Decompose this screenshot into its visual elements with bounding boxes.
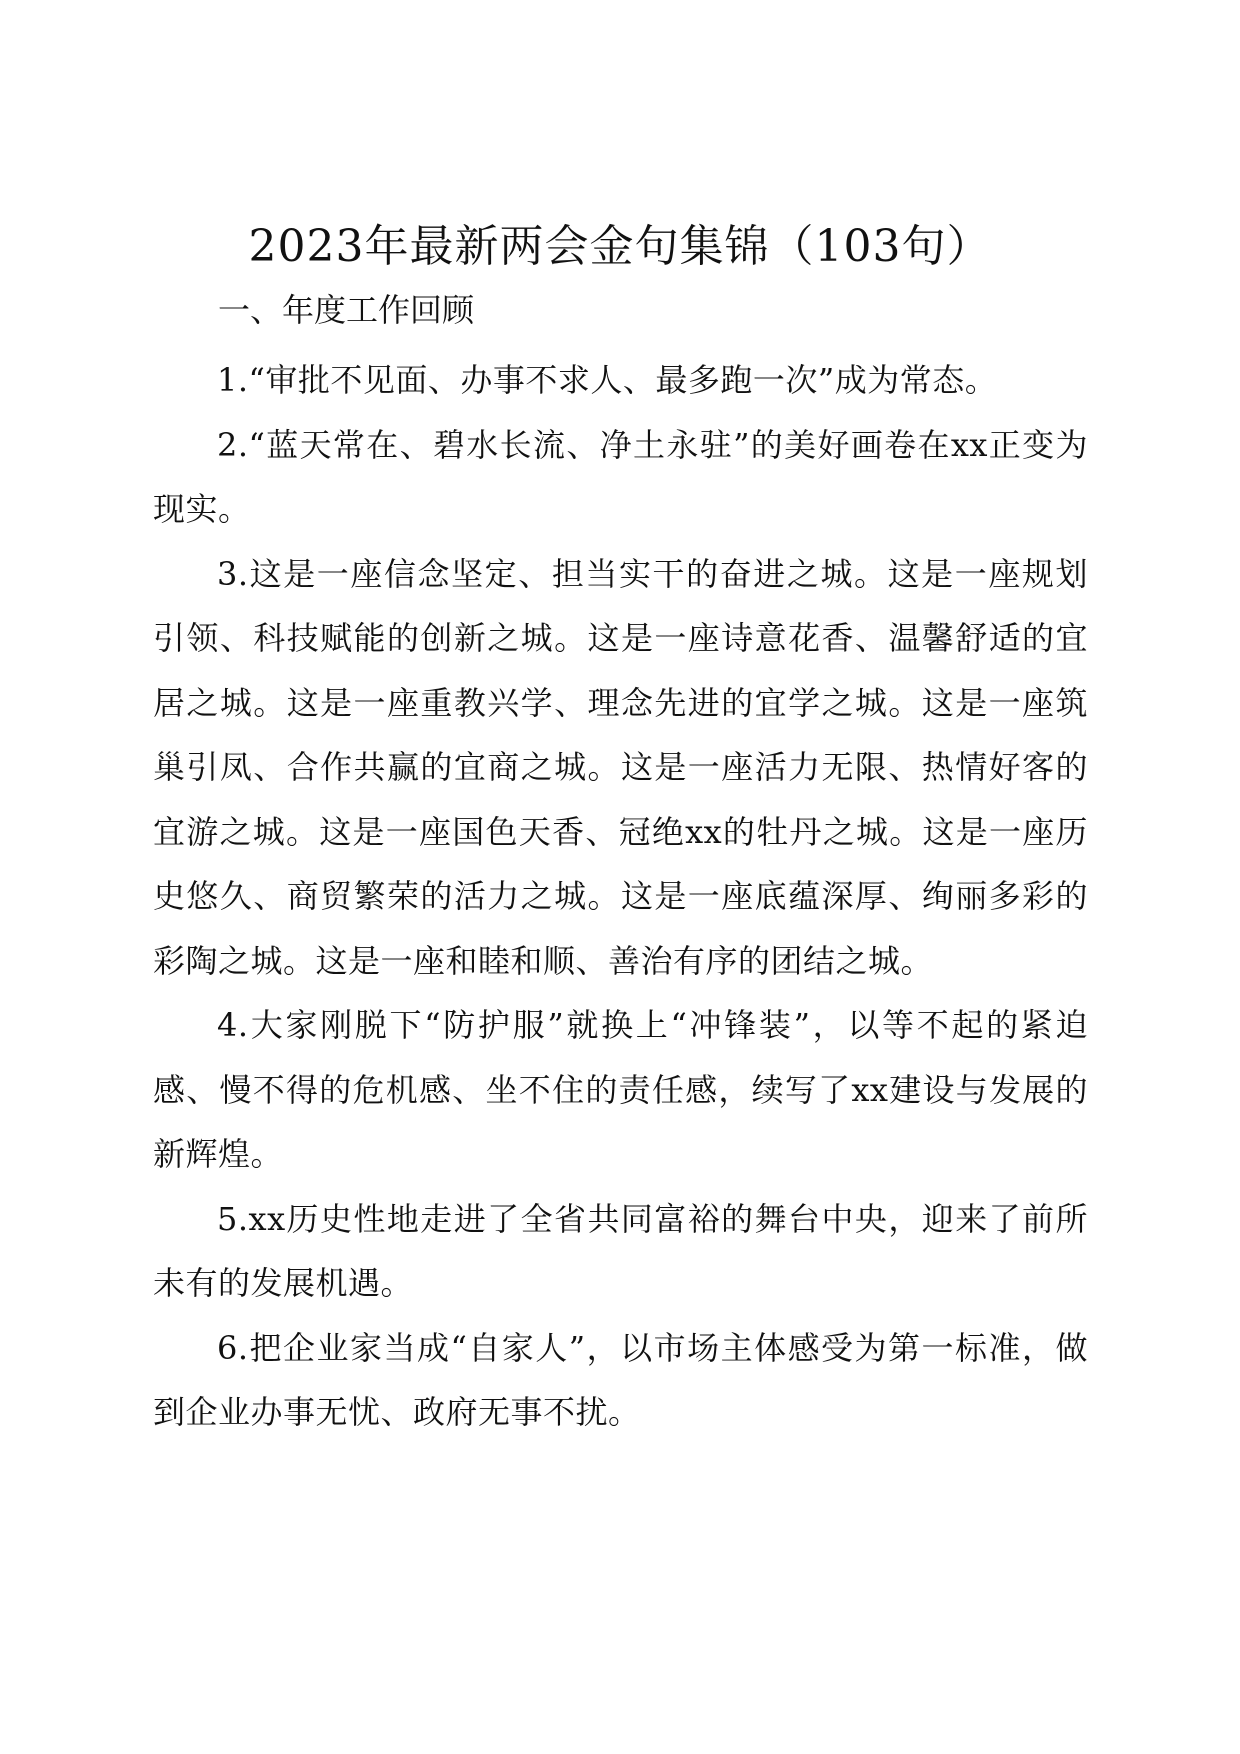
document-body (153, 348, 1088, 1445)
paragraph-3: 3.这是一座信念坚定、担当实干的奋进之城。这是一座规划引领、科技赋能的创新之城。这是一座诗意花香、温馨舒适的宜居之城。这是一座重教兴学、理念先进的宜学之城。这是一座筑巢引凤、合作共赢的宜商之城。这是一座活力无限、热情好客的宜游之城。这是一座国色天香、冠绝xx的牡丹之城。这是一座历史悠久、商贸繁荣的活力之城。这是一座底蕴深厚、绚丽多彩的彩陶之城。这是一座和睦和顺、善治有序的团结之城。 (153, 554, 1088, 980)
paragraph-1: 1.“审批不见面、办事不求人、最多跑一次”成为常态。 (217, 361, 998, 399)
paragraph-6: 6.把企业家当成“自家人”，以市场主体感受为第一标准，做到企业办事无忧、政府无事不扰。 (153, 1328, 1088, 1431)
paragraph-4: 4.大家刚脱下“防护服”就换上“冲锋装”，以等不起的紧迫感、慢不得的危机感、坐不住的责任感，续写了xx建设与发展的新辉煌。 (153, 1006, 1088, 1173)
document-title: 2023年最新两会金句集锦（103句） (248, 221, 992, 272)
section-heading: 一、年度工作回顾 (218, 291, 475, 329)
paragraph-2: 2.“蓝天常在、碧水长流、净土永驻”的美好画卷在xx正变为现实。 (153, 425, 1088, 528)
paragraph-5: 5.xx历史性地走进了全省共同富裕的舞台中央，迎来了前所未有的发展机遇。 (153, 1199, 1088, 1302)
